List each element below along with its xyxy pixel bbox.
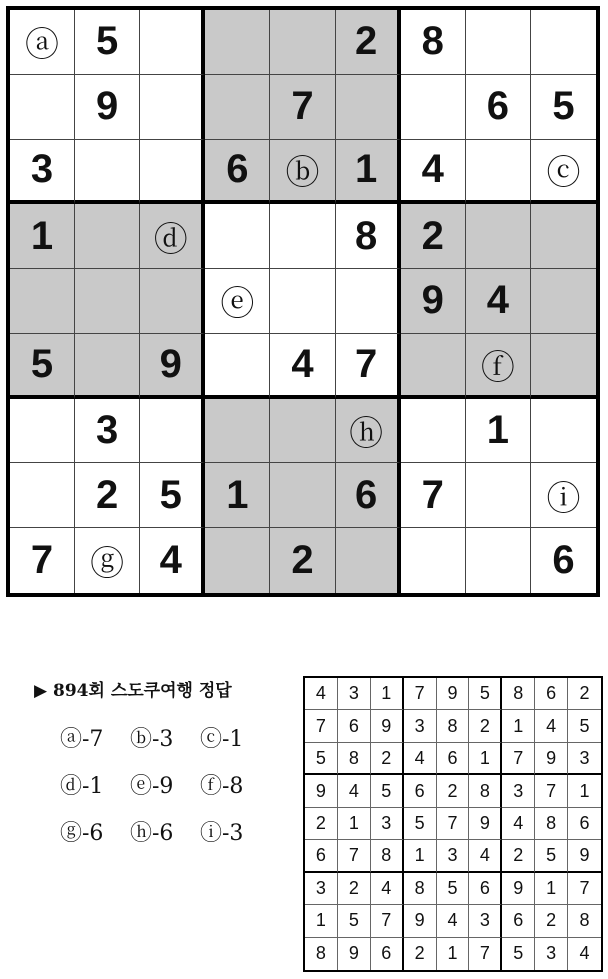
solution-cell: 1 — [437, 938, 470, 970]
puzzle-cell[interactable]: ⓕ — [466, 334, 531, 399]
solution-cell: 6 — [338, 710, 371, 742]
solution-cell: 4 — [502, 808, 535, 840]
puzzle-cell[interactable] — [270, 204, 335, 269]
answer-item: ⓘ-3 — [200, 821, 244, 846]
puzzle-cell[interactable]: 9 — [140, 334, 205, 399]
solution-cell: 3 — [371, 808, 404, 840]
puzzle-cell[interactable]: 9 — [401, 269, 466, 334]
puzzle-cell[interactable]: 4 — [401, 140, 466, 205]
solution-cell: 1 — [371, 678, 404, 710]
solution-cell: 5 — [404, 808, 437, 840]
solution-cell: 4 — [535, 710, 568, 742]
solution-cell: 6 — [305, 840, 338, 872]
solution-cell: 2 — [305, 808, 338, 840]
solution-cell: 8 — [404, 873, 437, 905]
solution-cell: 4 — [579, 943, 590, 964]
puzzle-cell[interactable]: 1 — [336, 140, 401, 205]
answer-item: ⓖ-6 — [60, 821, 104, 846]
puzzle-cell[interactable] — [531, 334, 596, 399]
puzzle-cell[interactable] — [401, 75, 466, 140]
answer-item: ⓗ-6 — [130, 821, 174, 846]
puzzle-cell[interactable] — [205, 75, 270, 140]
solution-cell: 7 — [371, 905, 404, 937]
solution-cell: 9 — [535, 743, 568, 775]
solution-cell: 6 — [502, 905, 535, 937]
puzzle-cell[interactable]: 3 — [10, 140, 75, 205]
solution-cell: 3 — [404, 710, 437, 742]
puzzle-cell[interactable] — [140, 75, 205, 140]
puzzle-cell[interactable] — [270, 399, 335, 464]
puzzle-cell[interactable] — [336, 269, 401, 334]
puzzle-cell[interactable]: 7 — [336, 334, 401, 399]
solution-cell: 8 — [305, 938, 338, 970]
solution-cell: 6 — [469, 873, 502, 905]
puzzle-cell[interactable] — [401, 399, 466, 464]
puzzle-cell[interactable]: 2 — [401, 204, 466, 269]
answer-item: ⓒ-1 — [200, 727, 244, 752]
solution-cell: 2 — [502, 840, 535, 872]
solution-cell: 9 — [338, 938, 371, 970]
puzzle-cell[interactable] — [466, 140, 531, 205]
puzzle-cell[interactable] — [531, 269, 596, 334]
solution-cell: 9 — [469, 808, 502, 840]
solution-cell: 7 — [404, 678, 437, 710]
puzzle-cell[interactable] — [466, 204, 531, 269]
puzzle-cell[interactable] — [531, 10, 596, 75]
previous-solution-grid — [303, 676, 603, 972]
puzzle-cell[interactable] — [140, 10, 205, 75]
solution-cell: 8 — [371, 840, 404, 872]
solution-cell: 7 — [469, 938, 502, 970]
solution-cell: 1 — [535, 873, 568, 905]
solution-cell: 1 — [502, 710, 535, 742]
solution-cell: 6 — [437, 743, 470, 775]
puzzle-cell[interactable] — [336, 75, 401, 140]
puzzle-cell[interactable]: 1 — [466, 399, 531, 464]
solution-cell: 8 — [469, 775, 502, 807]
solution-cell: 3 — [568, 743, 601, 775]
solution-cell: 8 — [502, 678, 535, 710]
solution-cell: 3 — [502, 775, 535, 807]
puzzle-cell[interactable] — [531, 399, 596, 464]
solution-cell: 5 — [371, 775, 404, 807]
puzzle-cell[interactable] — [75, 269, 140, 334]
puzzle-cell[interactable] — [10, 269, 75, 334]
answer-item: ⓔ-9 — [130, 774, 174, 799]
solution-cell: 9 — [502, 873, 535, 905]
puzzle-cell[interactable]: ⓒ — [531, 140, 596, 205]
puzzle-cell[interactable]: 7 — [10, 528, 75, 593]
puzzle-cell[interactable]: ⓐ — [10, 10, 75, 75]
puzzle-cell[interactable] — [401, 334, 466, 399]
solution-cell: 8 — [568, 905, 601, 937]
puzzle-cell[interactable]: ⓖ — [75, 528, 140, 593]
solution-cell: 9 — [404, 905, 437, 937]
puzzle-cell[interactable]: 6 — [552, 538, 575, 583]
solution-cell: 1 — [568, 775, 601, 807]
solution-cell: 2 — [371, 743, 404, 775]
solution-cell: 6 — [568, 808, 601, 840]
solution-cell: 5 — [469, 678, 502, 710]
solution-cell: 2 — [437, 775, 470, 807]
solution-cell: 3 — [338, 678, 371, 710]
puzzle-cell[interactable] — [205, 399, 270, 464]
puzzle-cell[interactable]: 4 — [270, 334, 335, 399]
puzzle-cell[interactable]: ⓘ — [531, 463, 596, 528]
solution-cell: 4 — [371, 873, 404, 905]
solution-cell: 4 — [469, 840, 502, 872]
puzzle-cell[interactable]: ⓑ — [270, 140, 335, 205]
puzzle-cell[interactable] — [205, 10, 270, 75]
puzzle-cell[interactable]: 6 — [466, 75, 531, 140]
puzzle-cell[interactable]: 5 — [140, 463, 205, 528]
puzzle-cell[interactable]: 7 — [270, 75, 335, 140]
solution-cell: 5 — [535, 840, 568, 872]
solution-cell: 9 — [568, 840, 601, 872]
sudoku-puzzle-grid — [6, 6, 600, 597]
puzzle-cell[interactable]: 7 — [401, 463, 466, 528]
solution-cell: 8 — [535, 808, 568, 840]
solution-cell: 4 — [305, 678, 338, 710]
solution-cell: 3 — [437, 840, 470, 872]
puzzle-cell[interactable]: 1 — [205, 463, 270, 528]
puzzle-cell[interactable]: 8 — [336, 204, 401, 269]
solution-cell: 7 — [502, 743, 535, 775]
puzzle-cell[interactable] — [466, 528, 531, 593]
puzzle-cell[interactable]: 3 — [75, 399, 140, 464]
puzzle-cell[interactable] — [10, 463, 75, 528]
solution-cell: 5 — [437, 873, 470, 905]
solution-cell: 2 — [469, 710, 502, 742]
solution-cell: 1 — [338, 808, 371, 840]
puzzle-cell[interactable]: 2 — [270, 528, 335, 593]
puzzle-cell[interactable] — [401, 528, 466, 593]
solution-cell: 1 — [404, 840, 437, 872]
solution-cell: 7 — [338, 840, 371, 872]
solution-cell: 4 — [404, 743, 437, 775]
solution-cell: 7 — [535, 775, 568, 807]
puzzle-cell[interactable] — [205, 204, 270, 269]
puzzle-cell[interactable] — [270, 10, 335, 75]
solution-cell: 1 — [469, 743, 502, 775]
solution-cell: 3 — [535, 938, 568, 970]
puzzle-cell[interactable] — [270, 269, 335, 334]
puzzle-cell[interactable]: 8 — [401, 10, 466, 75]
solution-cell: 6 — [535, 678, 568, 710]
puzzle-cell[interactable]: 4 — [140, 528, 205, 593]
puzzle-cell[interactable] — [75, 334, 140, 399]
solution-cell: 7 — [305, 710, 338, 742]
previous-answer-title: ▶ 894회 스도쿠여행 정답 — [34, 681, 232, 701]
puzzle-cell[interactable]: 5 — [531, 75, 596, 140]
puzzle-cell[interactable] — [10, 75, 75, 140]
solution-cell: 9 — [371, 710, 404, 742]
puzzle-cell[interactable] — [140, 269, 205, 334]
solution-cell: 8 — [338, 743, 371, 775]
solution-cell: 2 — [568, 678, 601, 710]
solution-cell: 5 — [502, 938, 535, 970]
puzzle-cell[interactable] — [205, 528, 270, 593]
puzzle-cell[interactable]: 5 — [75, 10, 140, 75]
puzzle-cell[interactable] — [531, 204, 596, 269]
puzzle-cell[interactable]: ⓗ — [336, 399, 401, 464]
puzzle-cell[interactable]: 6 — [205, 140, 270, 205]
puzzle-cell[interactable]: 2 — [336, 10, 401, 75]
solution-cell: 9 — [305, 775, 338, 807]
puzzle-cell[interactable] — [270, 463, 335, 528]
solution-cell: 2 — [338, 873, 371, 905]
solution-cell: 1 — [305, 905, 338, 937]
solution-cell: 4 — [338, 775, 371, 807]
puzzle-cell[interactable]: ⓓ — [140, 204, 205, 269]
puzzle-cell[interactable]: 4 — [466, 269, 531, 334]
solution-cell: 3 — [305, 873, 338, 905]
puzzle-cell[interactable] — [336, 528, 401, 593]
puzzle-cell[interactable]: 5 — [10, 334, 75, 399]
puzzle-cell[interactable]: 9 — [75, 75, 140, 140]
solution-cell: 5 — [568, 710, 601, 742]
puzzle-cell[interactable]: 1 — [10, 204, 75, 269]
puzzle-cell[interactable]: 2 — [75, 463, 140, 528]
solution-cell: 2 — [404, 938, 437, 970]
puzzle-cell[interactable] — [466, 10, 531, 75]
solution-cell: 9 — [437, 678, 470, 710]
solution-cell: 5 — [338, 905, 371, 937]
solution-cell: 8 — [437, 710, 470, 742]
puzzle-cell[interactable] — [75, 204, 140, 269]
solution-cell: 6 — [404, 775, 437, 807]
puzzle-cell[interactable] — [466, 463, 531, 528]
puzzle-cell[interactable] — [205, 334, 270, 399]
puzzle-cell[interactable] — [140, 399, 205, 464]
puzzle-cell[interactable] — [10, 399, 75, 464]
puzzle-cell[interactable]: ⓔ — [205, 269, 270, 334]
answer-item: ⓓ-1 — [60, 774, 104, 799]
solution-cell: 3 — [469, 905, 502, 937]
puzzle-cell[interactable] — [140, 140, 205, 205]
previous-answer-list — [60, 722, 280, 847]
puzzle-cell[interactable]: 6 — [336, 463, 401, 528]
solution-cell: 2 — [535, 905, 568, 937]
answer-item: ⓐ-7 — [60, 727, 104, 752]
answer-item: ⓕ-8 — [200, 774, 244, 799]
solution-cell: 5 — [305, 743, 338, 775]
solution-cell: 7 — [437, 808, 470, 840]
answer-item: ⓑ-3 — [130, 727, 174, 752]
solution-cell: 7 — [568, 873, 601, 905]
solution-cell: 6 — [371, 938, 404, 970]
solution-cell: 4 — [437, 905, 470, 937]
puzzle-cell[interactable] — [75, 140, 140, 205]
